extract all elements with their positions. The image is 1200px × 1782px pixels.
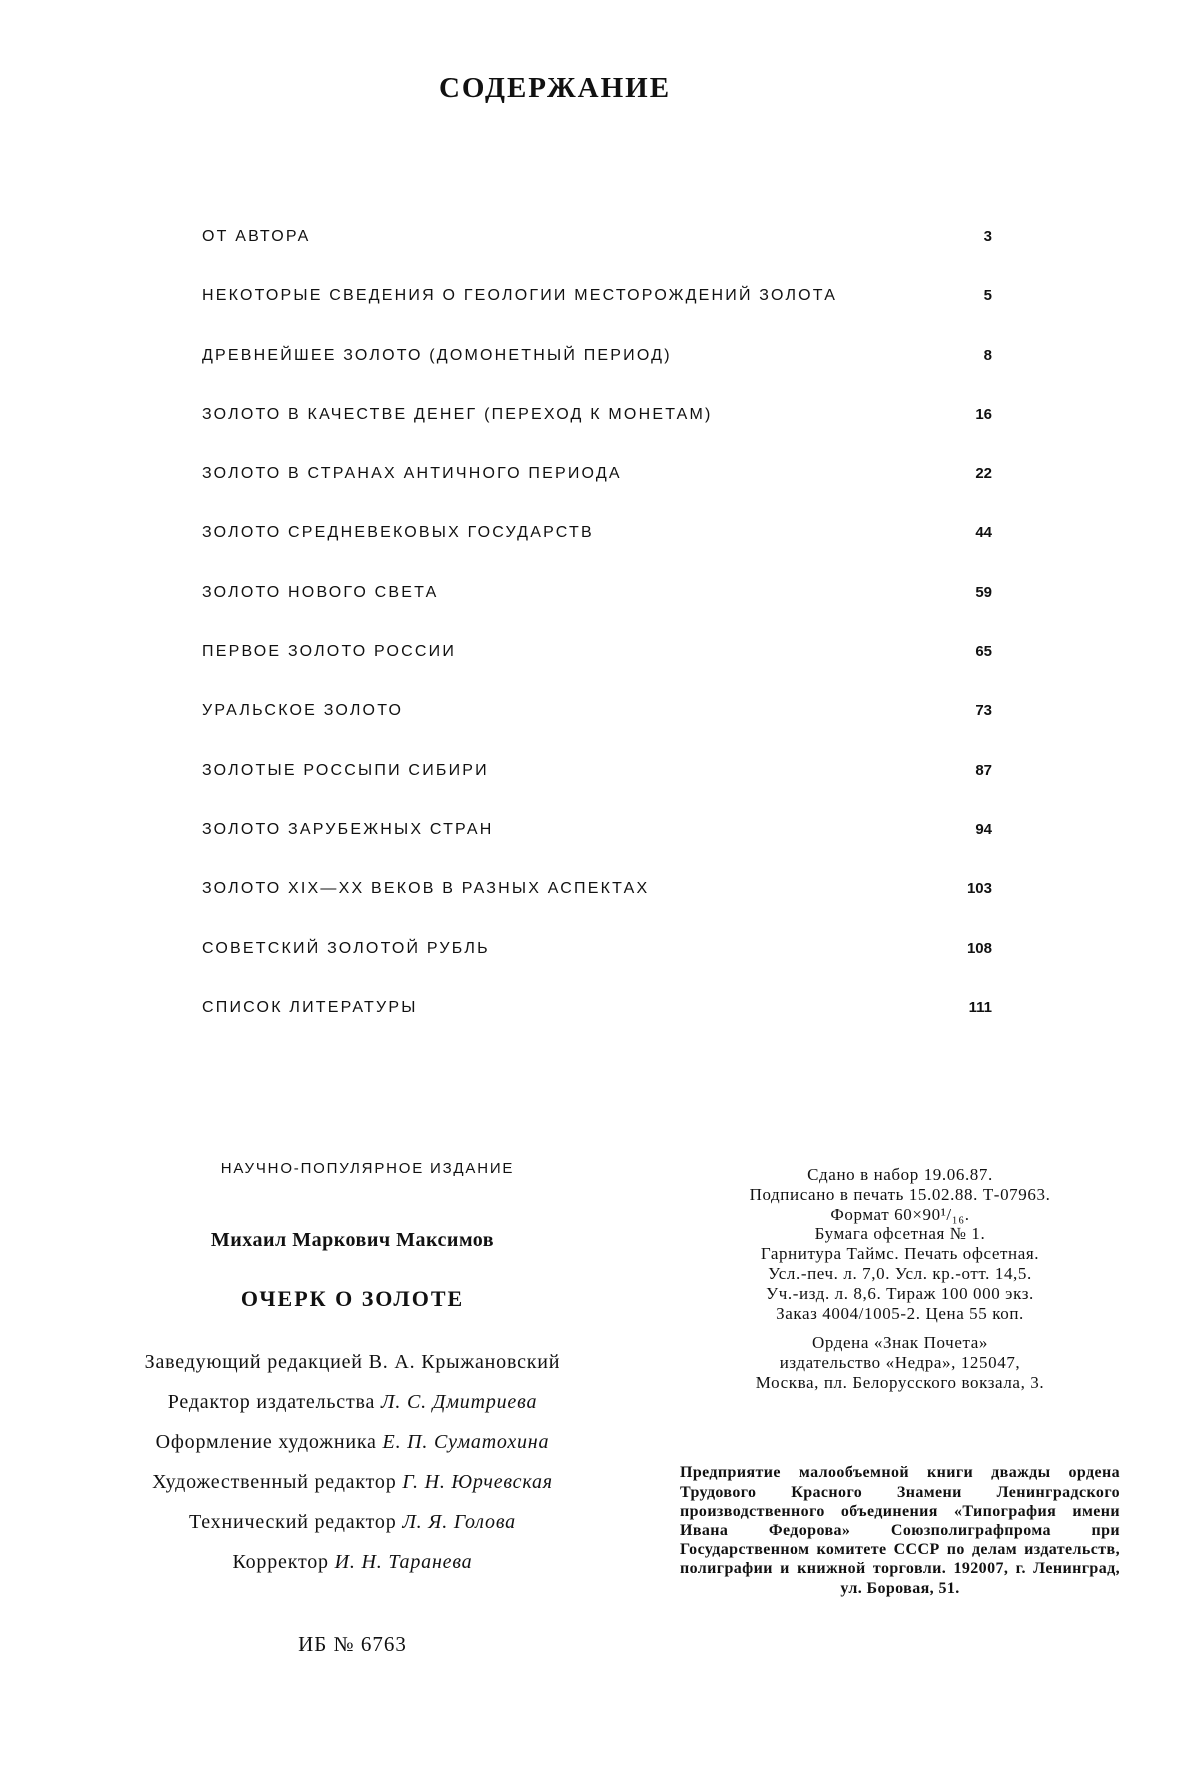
publisher-line: Ордена «Знак Почета» bbox=[812, 1333, 988, 1353]
credit-name: В. А. Крыжановский bbox=[368, 1351, 561, 1373]
toc-entry-label: ЗОЛОТО СРЕДНЕВЕКОВЫХ ГОСУДАРСТВ bbox=[202, 524, 594, 542]
credit-line bbox=[80, 1502, 625, 1542]
toc-entry-page: 59 bbox=[975, 583, 992, 601]
toc-entry bbox=[202, 821, 992, 880]
ib-number: ИБ № 6763 bbox=[298, 1632, 407, 1656]
toc-entry-label: ЗОЛОТО ЗАРУБЕЖНЫХ СТРАН bbox=[202, 820, 494, 838]
publisher-block bbox=[680, 1333, 1120, 1393]
imprint-line: Заказ 4004/1005-2. Цена 55 коп. bbox=[776, 1303, 1024, 1323]
toc-entry bbox=[202, 762, 992, 821]
toc-entry-page: 22 bbox=[975, 465, 992, 483]
toc-entry bbox=[202, 524, 992, 583]
imprint-line: Подписано в печать 15.02.88. Т-07963. bbox=[749, 1184, 1051, 1204]
imprint-line: Гарнитура Таймс. Печать офсетная. bbox=[760, 1244, 1040, 1264]
book-title: ОЧЕРК О ЗОЛОТЕ bbox=[240, 1286, 465, 1311]
toc-entry-label: ПЕРВОЕ ЗОЛОТО РОССИИ bbox=[202, 643, 457, 661]
toc-entry bbox=[202, 347, 992, 406]
toc-entry bbox=[202, 880, 992, 939]
credit-name: Е. П. Суматохина bbox=[382, 1431, 550, 1453]
toc-entry bbox=[202, 406, 992, 465]
imprint-line: Бумага офсетная № 1. bbox=[814, 1224, 986, 1244]
toc-entry-page: 111 bbox=[968, 998, 992, 1016]
contents-title: СОДЕРЖАНИЕ bbox=[438, 72, 672, 104]
imprint-line: Уч.-изд. л. 8,6. Тираж 100 000 экз. bbox=[766, 1283, 1034, 1303]
toc-entry-label: ЗОЛОТО В КАЧЕСТВЕ ДЕНЕГ (ПЕРЕХОД К МОНЕТАМ) bbox=[202, 405, 713, 423]
credit-role: Корректор bbox=[232, 1551, 329, 1573]
toc-entry-label: ОТ АВТОРА bbox=[202, 228, 311, 245]
toc-entry-page: 16 bbox=[975, 405, 992, 423]
credit-line bbox=[80, 1382, 625, 1422]
imprint-block bbox=[680, 1165, 1120, 1323]
toc-entry bbox=[202, 702, 992, 761]
credit-role: Технический редактор bbox=[189, 1511, 397, 1533]
credit-name: И. Н. Таранева bbox=[334, 1551, 473, 1573]
toc-entry-label: УРАЛЬСКОЕ ЗОЛОТО bbox=[202, 702, 404, 720]
credit-name: Л. С. Дмитриева bbox=[381, 1391, 538, 1413]
toc-entry-page: 8 bbox=[983, 346, 992, 364]
credit-role: Заведующий редакцией bbox=[144, 1351, 363, 1373]
series-label: НАУЧНО-ПОПУЛЯРНОЕ ИЗДАНИЕ bbox=[220, 1160, 515, 1177]
toc-entry-label: ЗОЛОТО XIX—XX ВЕКОВ В РАЗНЫХ АСПЕКТАХ bbox=[202, 880, 650, 898]
toc-entry-page: 5 bbox=[983, 287, 992, 305]
toc-entry-page: 87 bbox=[975, 761, 992, 779]
credit-name: Г. Н. Юрчевская bbox=[402, 1471, 553, 1493]
publisher-line: Москва, пл. Белорусского вокзала, 3. bbox=[755, 1373, 1045, 1393]
toc-entry-page: 103 bbox=[966, 880, 992, 898]
toc-entry bbox=[202, 287, 992, 346]
credit-role: Художественный редактор bbox=[152, 1471, 397, 1493]
imprint-line: Формат 60×90¹/₁₆. bbox=[830, 1204, 970, 1224]
toc-entry-page: 73 bbox=[975, 702, 992, 720]
author-name: Михаил Маркович Максимов bbox=[210, 1229, 495, 1251]
credit-role: Оформление художника bbox=[155, 1431, 377, 1453]
colophon-right bbox=[680, 1165, 1120, 1598]
credit-line bbox=[80, 1542, 625, 1582]
credit-line bbox=[80, 1462, 625, 1502]
toc-entry-label: НЕКОТОРЫЕ СВЕДЕНИЯ О ГЕОЛОГИИ МЕСТОРОЖДЕНИЙ ЗОЛОТА bbox=[202, 287, 838, 305]
toc-entry-page: 44 bbox=[975, 524, 992, 542]
toc-entry bbox=[202, 465, 992, 524]
table-of-contents bbox=[202, 228, 992, 1058]
toc-entry-page: 65 bbox=[975, 643, 992, 661]
toc-entry bbox=[202, 940, 992, 999]
toc-entry-label: ЗОЛОТО НОВОГО СВЕТА bbox=[202, 583, 439, 601]
imprint-line: Сдано в набор 19.06.87. bbox=[807, 1165, 993, 1184]
publisher-line: издательство «Недра», 125047, bbox=[779, 1353, 1021, 1373]
toc-entry-label: ДРЕВНЕЙШЕЕ ЗОЛОТО (ДОМОНЕТНЫЙ ПЕРИОД) bbox=[202, 346, 672, 364]
credit-line bbox=[80, 1342, 625, 1382]
toc-entry-page: 94 bbox=[975, 820, 992, 838]
credit-line bbox=[80, 1422, 625, 1462]
toc-entry-label: СОВЕТСКИЙ ЗОЛОТОЙ РУБЛЬ bbox=[202, 939, 490, 957]
printer-block: Предприятие малообъемной книги дважды ордена Трудового Красного Знамени Ленинградского производственного объединения «Типография имени Ивана Федорова» Союзполиграфпрома при Государственном комитете СССР по делам издательств, полиграфии и книжной торговли. 192007, г. Ленинград, ул. Боровая, 51. bbox=[680, 1464, 1120, 1597]
toc-entry-label: ЗОЛОТЫЕ РОССЫПИ СИБИРИ bbox=[202, 761, 489, 779]
credit-name: Л. Я. Голова bbox=[402, 1511, 516, 1533]
credit-role: Редактор издательства bbox=[167, 1391, 376, 1413]
imprint-line: Усл.-печ. л. 7,0. Усл. кр.-отт. 14,5. bbox=[768, 1263, 1032, 1283]
toc-entry bbox=[202, 643, 992, 702]
toc-entry-page: 108 bbox=[966, 939, 992, 957]
toc-entry-label: ЗОЛОТО В СТРАНАХ АНТИЧНОГО ПЕРИОДА bbox=[202, 465, 622, 483]
toc-entry bbox=[202, 999, 992, 1058]
toc-entry bbox=[202, 584, 992, 643]
toc-entry-page: 3 bbox=[983, 228, 992, 245]
colophon-left bbox=[80, 1160, 625, 1657]
credits-list bbox=[80, 1342, 625, 1582]
toc-entry-label: СПИСОК ЛИТЕРАТУРЫ bbox=[202, 998, 418, 1016]
toc-entry bbox=[202, 228, 992, 287]
